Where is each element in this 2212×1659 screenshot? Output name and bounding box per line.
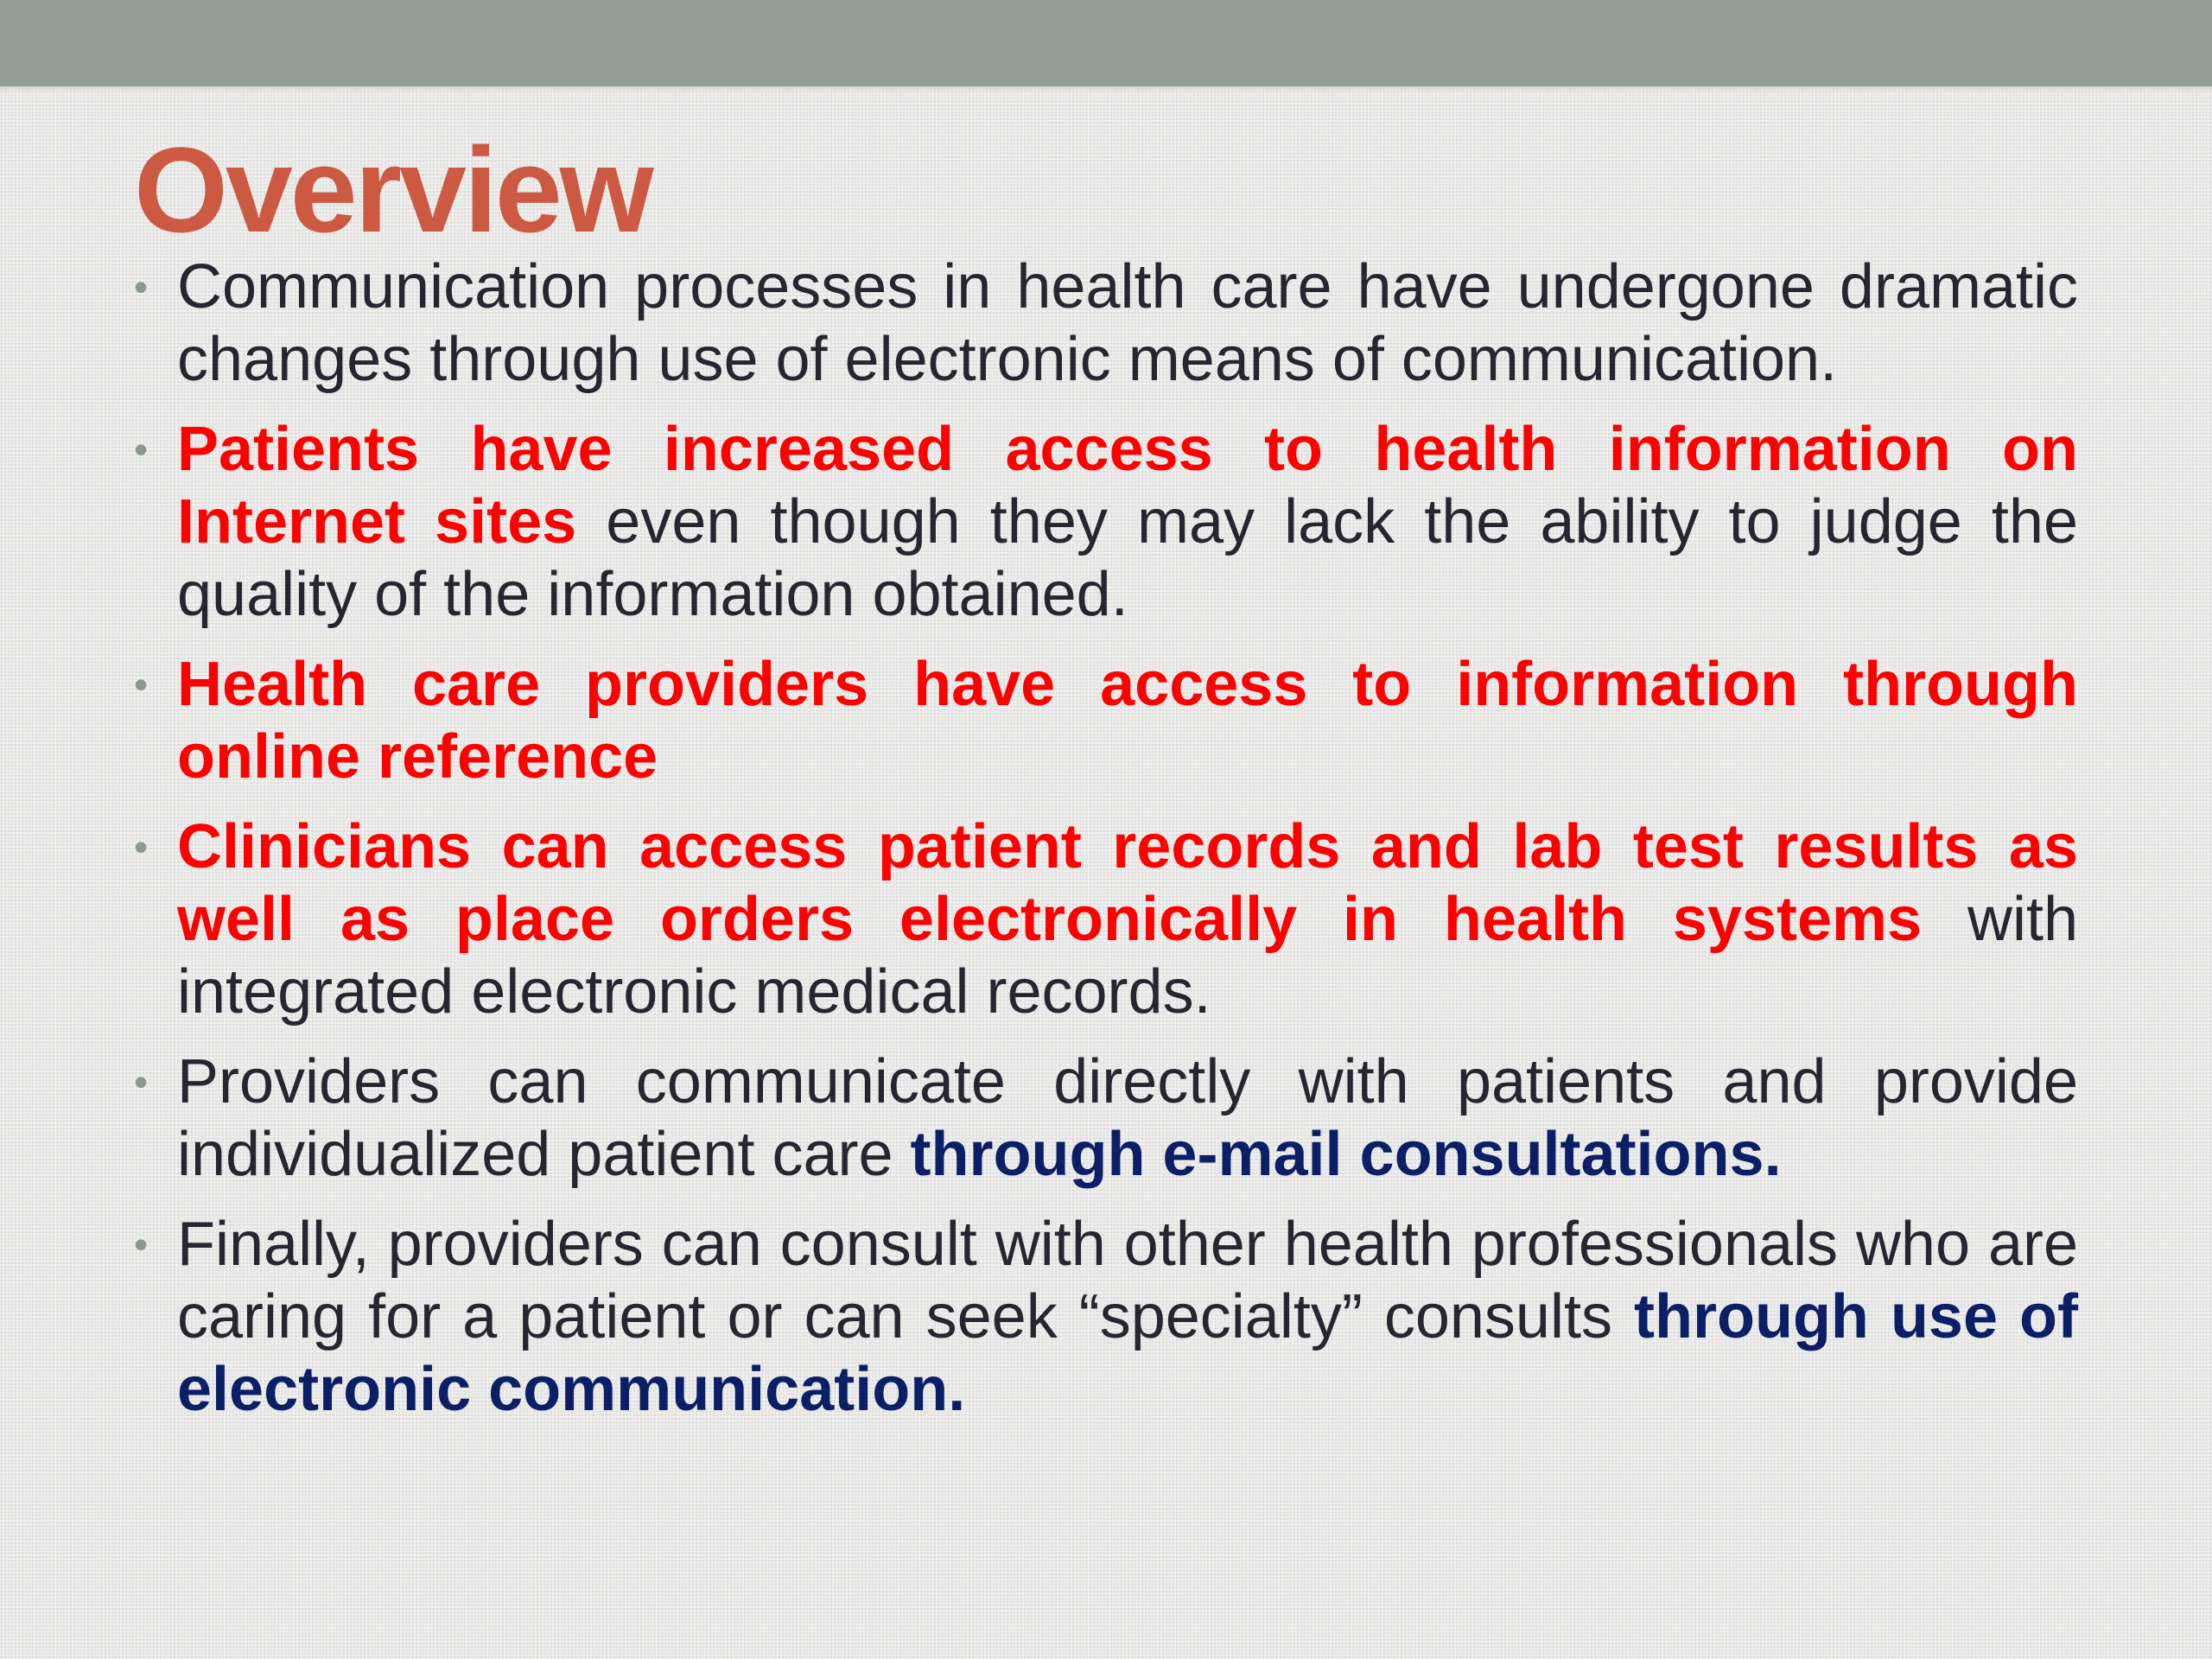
bullet-emphasis-text: through use of electronic communication.: [177, 1282, 2078, 1424]
bullet-list: [134, 251, 2078, 1443]
bullet-dot-icon: •: [134, 1059, 149, 1104]
bullet-text: even though they may lack the ability to judge the quality of the information obtained.: [177, 487, 2078, 629]
slide-title: Overview: [134, 122, 652, 257]
bullet-highlight-text: Health care providers have access to information through online reference: [177, 650, 2078, 791]
bullet-item: [134, 648, 2078, 793]
bullet-text: Communication processes in health care have undergone dramatic changes through use of electronic means of communication.: [177, 252, 2078, 394]
bullet-emphasis-text: through e-mail consultations.: [910, 1120, 1782, 1189]
bullet-highlight-text: Clinicians can access patient records and lab test results as well as place orders electronically in health systems: [177, 812, 2078, 954]
bullet-item: [134, 251, 2078, 396]
bullet-highlight-text: Patients have increased access to health information on Internet sites: [177, 415, 2078, 556]
bullet-item: [134, 413, 2078, 631]
top-accent-bar: [0, 0, 2212, 86]
bullet-text: Providers can communicate directly with patients and provide individualized patient care: [177, 1047, 2078, 1189]
bullet-dot-icon: •: [134, 662, 149, 707]
bullet-item: [134, 810, 2078, 1028]
top-bar-shadow: [0, 86, 2212, 93]
bullet-item: [134, 1046, 2078, 1191]
bullet-dot-icon: •: [134, 824, 149, 869]
bullet-dot-icon: •: [134, 1222, 149, 1267]
bullet-item: [134, 1208, 2078, 1426]
bullet-dot-icon: •: [134, 264, 149, 309]
bullet-text: Finally, providers can consult with other health professionals who are caring for a patient or can seek “specialty” consults: [177, 1210, 2078, 1351]
bullet-dot-icon: •: [134, 427, 149, 472]
bullet-text: with integrated electronic medical records.: [177, 885, 2078, 1027]
